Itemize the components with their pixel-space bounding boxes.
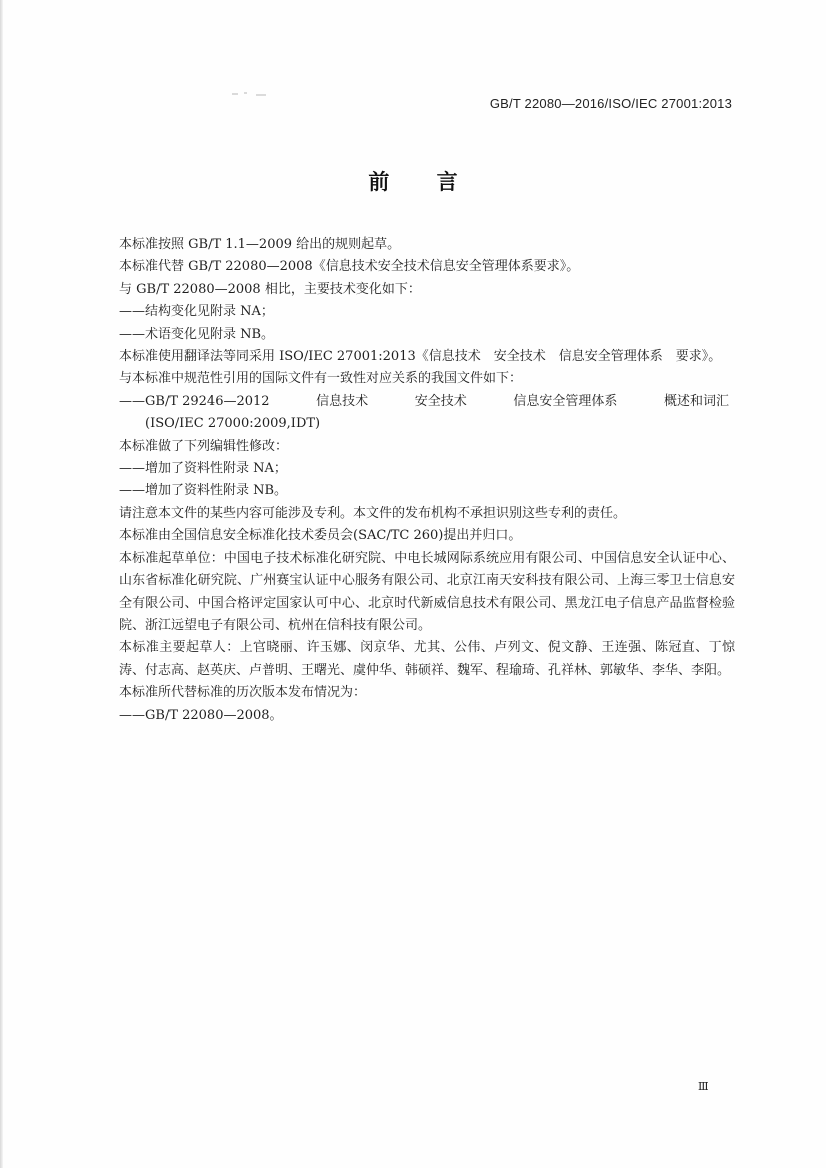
list-item-history-version: ——GB/T 22080—2008。 (119, 707, 283, 723)
list-item-annex-na: ——增加了资料性附录 NA； (119, 461, 287, 477)
reference-entry-gbt29246 (95, 391, 735, 413)
paragraph-patent-notice: 请注意本文件的某些内容可能涉及专利。本文件的发布机构不承担识别这些专利的责任。 (119, 505, 627, 521)
reference-code: ——GB/T 29246—2012 (119, 393, 270, 409)
reference-part-1: 信息技术 (316, 393, 369, 409)
page-number: Ⅲ (698, 1080, 709, 1093)
paragraph-replaces: 本标准代替 GB/T 22080—2008《信息技术安全技术信息安全管理体系要求》。 (119, 259, 580, 275)
reference-part-2: 安全技术 (414, 393, 467, 409)
paragraph-proposed-by: 本标准由全国信息安全标准化技术委员会(SAC/TC 260)提出并归口。 (119, 528, 522, 544)
standard-code-header: GB/T 22080—2016/ISO/IEC 27001:2013 (489, 96, 732, 111)
paragraph-drafting-rules: 本标准按照 GB/T 1.1—2009 给出的规则起草。 (119, 237, 401, 252)
reference-equivalence: (ISO/IEC 27000:2009,IDT) (145, 416, 321, 432)
paragraph-drafting-units: 本标准起草单位：中国电子技术标准化研究院、中电长城网际系统应用有限公司、中国信息安全认证中心、山东省标准化研究院、广州赛宝认证中心服务有限公司、北京江南天安科技有限公司、上海三零卫士信息安全有限公司、中国合格评定国家认可中心、北京时代新威信息技术有限公司、黑龙江电子信息产品监督检验院、浙江远望电子有限公司、杭州在信科技有限公司。 (119, 550, 735, 633)
paragraph-reference-intro: 与本标准中规范性引用的国际文件有一致性对应关系的我国文件如下： (119, 371, 523, 387)
scan-smudge-mark (232, 90, 274, 98)
list-item-annex-nb: ——增加了资料性附录 NB。 (119, 483, 288, 499)
paragraph-drafters: 本标准主要起草人：上官晓丽、许玉娜、闵京华、尤其、公伟、卢列文、倪文静、王连强、陈冠直、丁惊涛、付志高、赵英庆、卢普明、王曙光、虞仲华、韩硕祥、魏军、程瑜琦、孔祥林、郭敏华、李华、李阳。 (119, 640, 735, 678)
paragraph-editorial-intro: 本标准做了下列编辑性修改： (119, 438, 289, 454)
list-item-term-change: ——术语变化见附录 NB。 (119, 326, 275, 342)
reference-part-3: 信息安全管理体系 (513, 393, 618, 409)
list-item-structure-change: ——结构变化见附录 NA； (119, 304, 274, 320)
section-title: 前 言 (368, 170, 478, 194)
paragraph-history-intro: 本标准所代替标准的历次版本发布情况为： (119, 685, 367, 701)
preface-body (95, 234, 735, 727)
reference-part-4: 概述和词汇 (663, 393, 729, 409)
paragraph-changes-intro: 与 GB/T 22080—2008 相比，主要技术变化如下： (119, 281, 421, 297)
paragraph-translation-method: 本标准使用翻译法等同采用 ISO/IEC 27001:2013《信息技术 安全技术 信息安全管理体系 要求》。 (119, 349, 722, 365)
